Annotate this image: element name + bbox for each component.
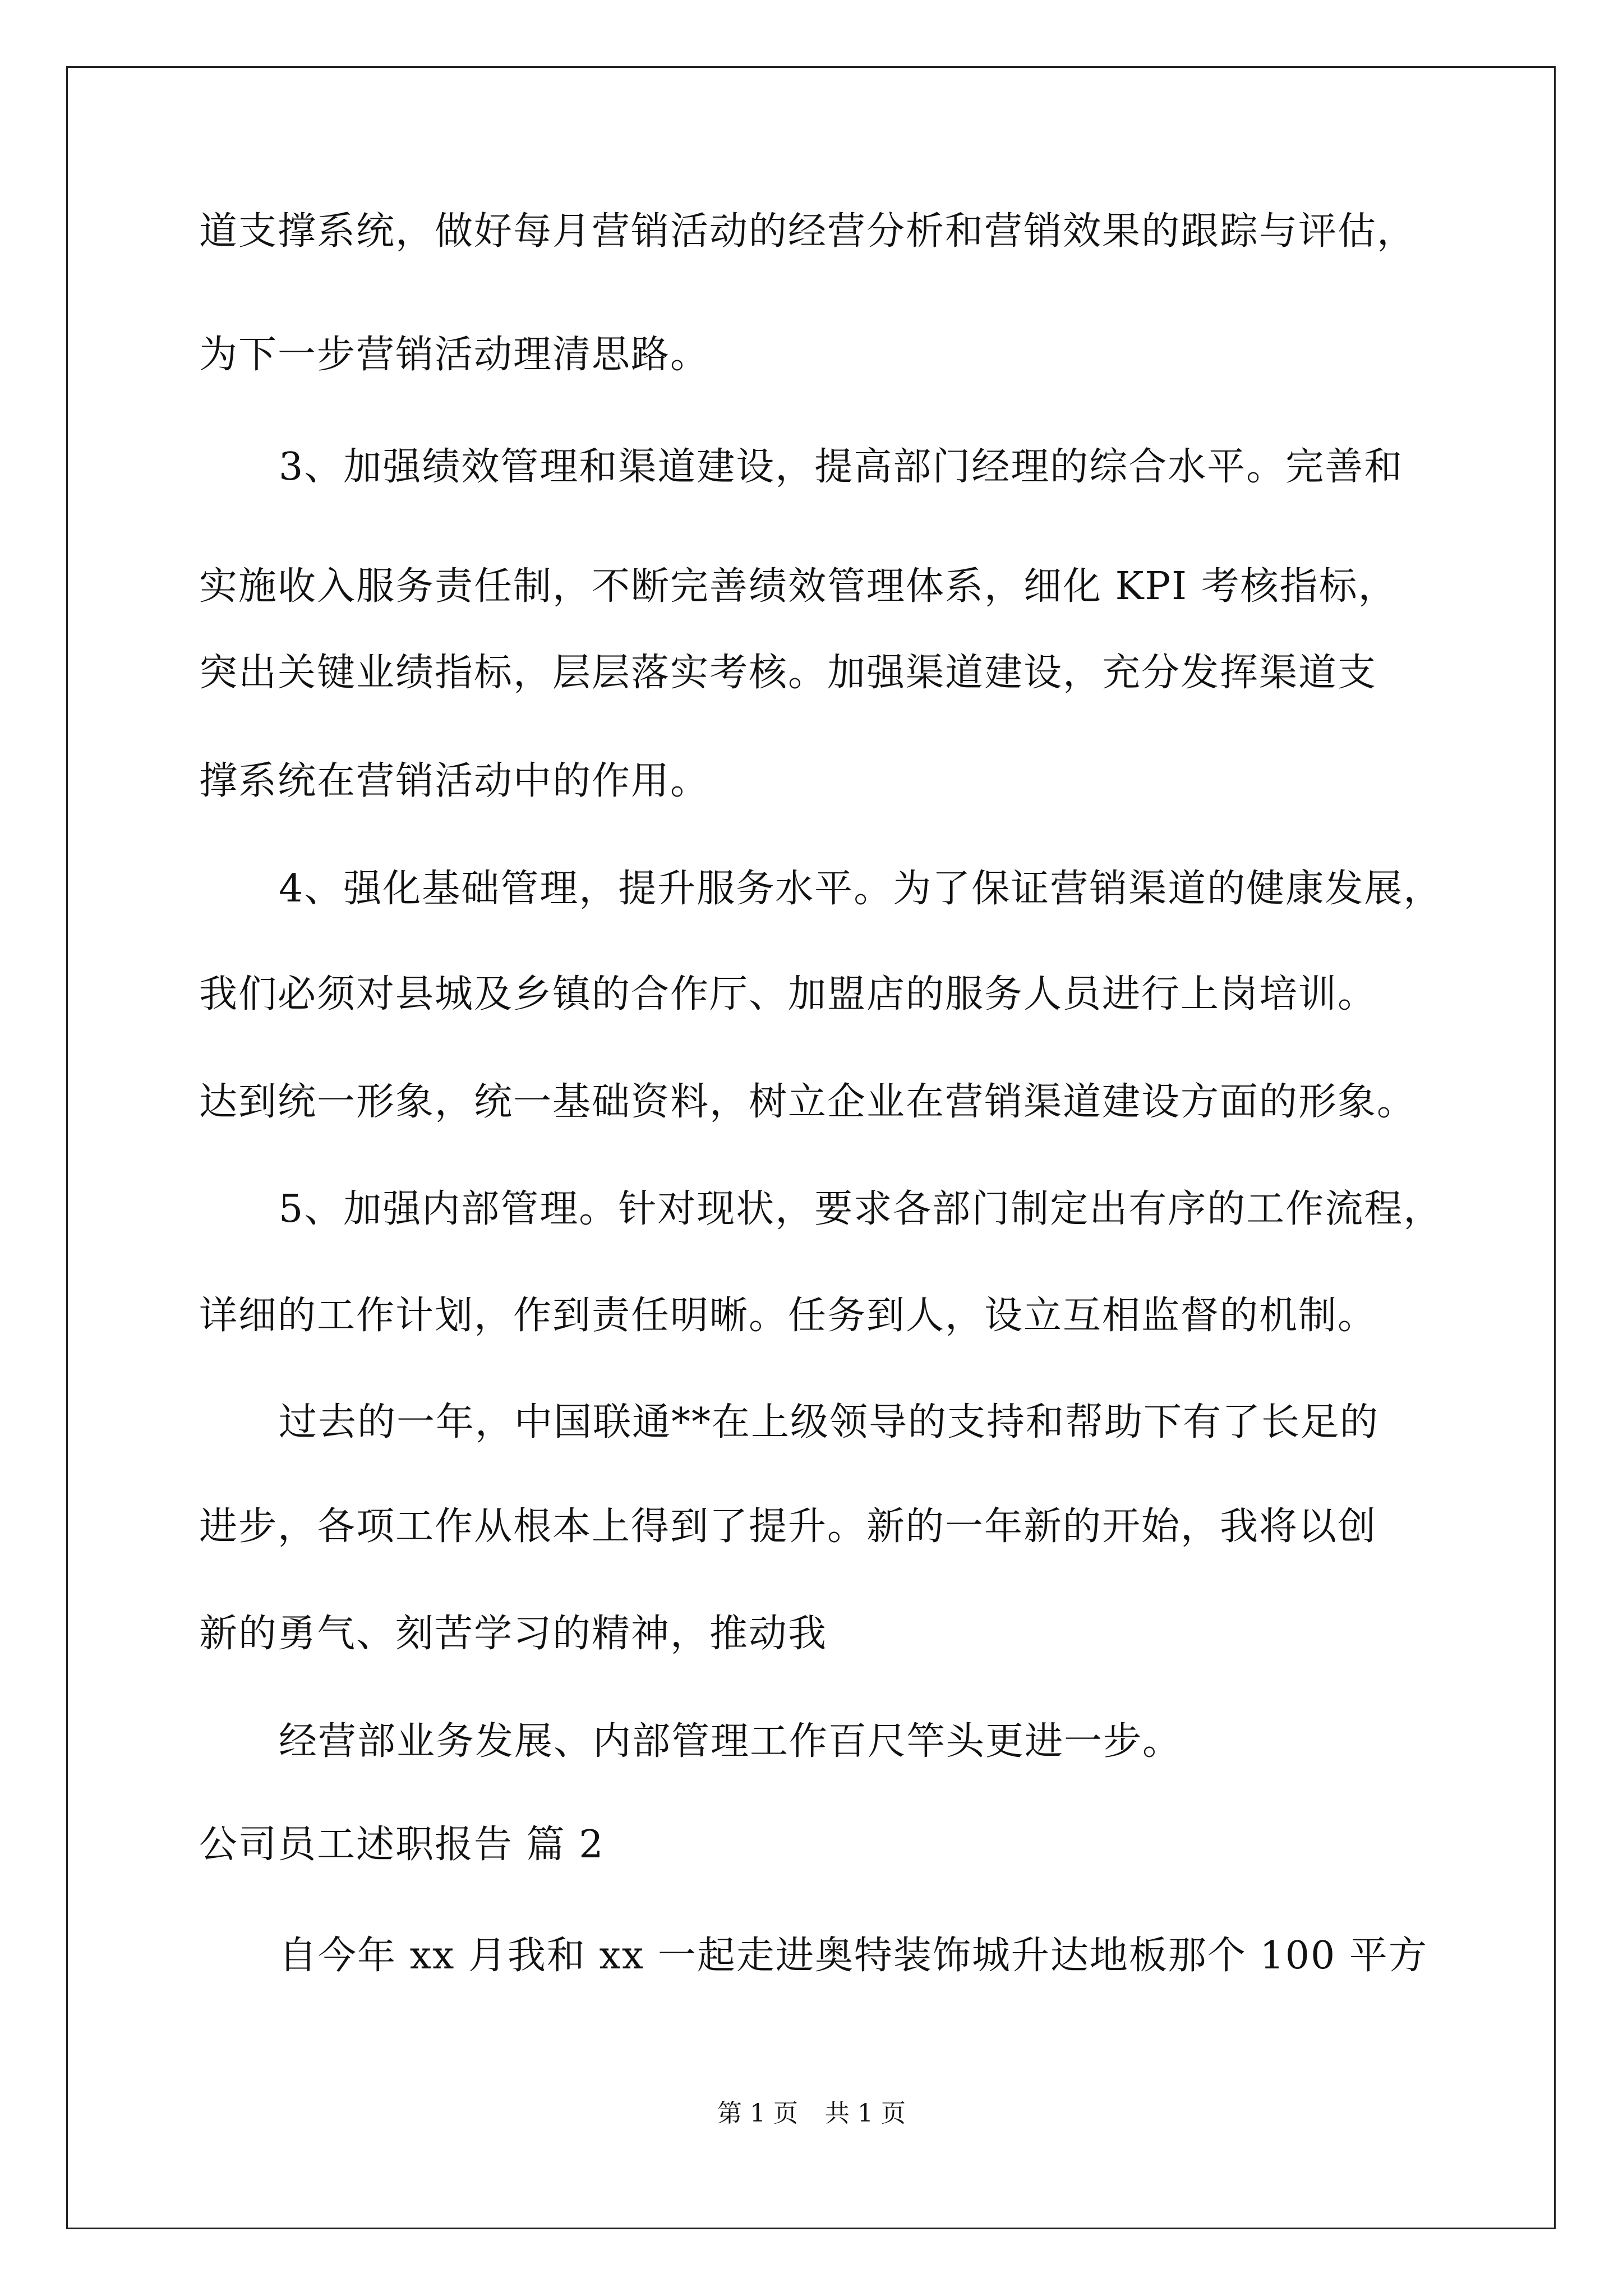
paragraph-2-line-2: 实施收入服务责任制，不断完善绩效管理体系，细化 KPI 考核指标， (199, 564, 1398, 609)
paragraph-2-line-1: 3、加强绩效管理和渠道建设，提高部门经理的综合水平。完善和 (279, 445, 1404, 489)
paragraph-4-line-1: 5、加强内部管理。针对现状，要求各部门制定出有序的工作流程， (279, 1187, 1443, 1231)
paragraph-4-line-2: 详细的工作计划，作到责任明晰。任务到人，设立互相监督的机制。 (199, 1294, 1377, 1338)
page-total: 共 1 页 (825, 2099, 906, 2128)
paragraph-5-line-3: 新的勇气、刻苦学习的精神，推动我 (199, 1612, 828, 1656)
paragraph-2-line-3: 突出关键业绩指标，层层落实考核。加强渠道建设，充分发挥渠道支 (199, 651, 1377, 695)
page-footer (0, 2097, 1623, 2131)
paragraph-6-line-1: 经营部业务发展、内部管理工作百尺竿头更进一步。 (279, 1719, 1182, 1764)
paragraph-3-line-1: 4、强化基础管理，提升服务水平。为了保证营销渠道的健康发展， (279, 867, 1443, 911)
paragraph-1-line-2: 为下一步营销活动理清思路。 (199, 333, 710, 377)
page-border (66, 66, 1556, 2229)
paragraph-1-line-1: 道支撑系统，做好每月营销活动的经营分析和营销效果的跟踪与评估， (199, 209, 1417, 254)
section-heading: 公司员工述职报告 篇 2 (199, 1823, 605, 1867)
paragraph-5-line-1: 过去的一年，中国联通**在上级领导的支持和帮助下有了长足的 (279, 1400, 1380, 1444)
paragraph-2-line-4: 撑系统在营销活动中的作用。 (199, 759, 710, 803)
page-number: 第 1 页 (717, 2099, 798, 2128)
paragraph-3-line-2: 我们必须对县城及乡镇的合作厅、加盟店的服务人员进行上岗培训。 (199, 972, 1377, 1016)
paragraph-5-line-2: 进步，各项工作从根本上得到了提升。新的一年新的开始，我将以创 (199, 1504, 1377, 1549)
paragraph-3-line-3: 达到统一形象，统一基础资料，树立企业在营销渠道建设方面的形象。 (199, 1080, 1417, 1124)
section-paragraph-line-1: 自今年 xx 月我和 xx 一起走进奥特装饰城升达地板那个 100 平方 (279, 1934, 1428, 1978)
